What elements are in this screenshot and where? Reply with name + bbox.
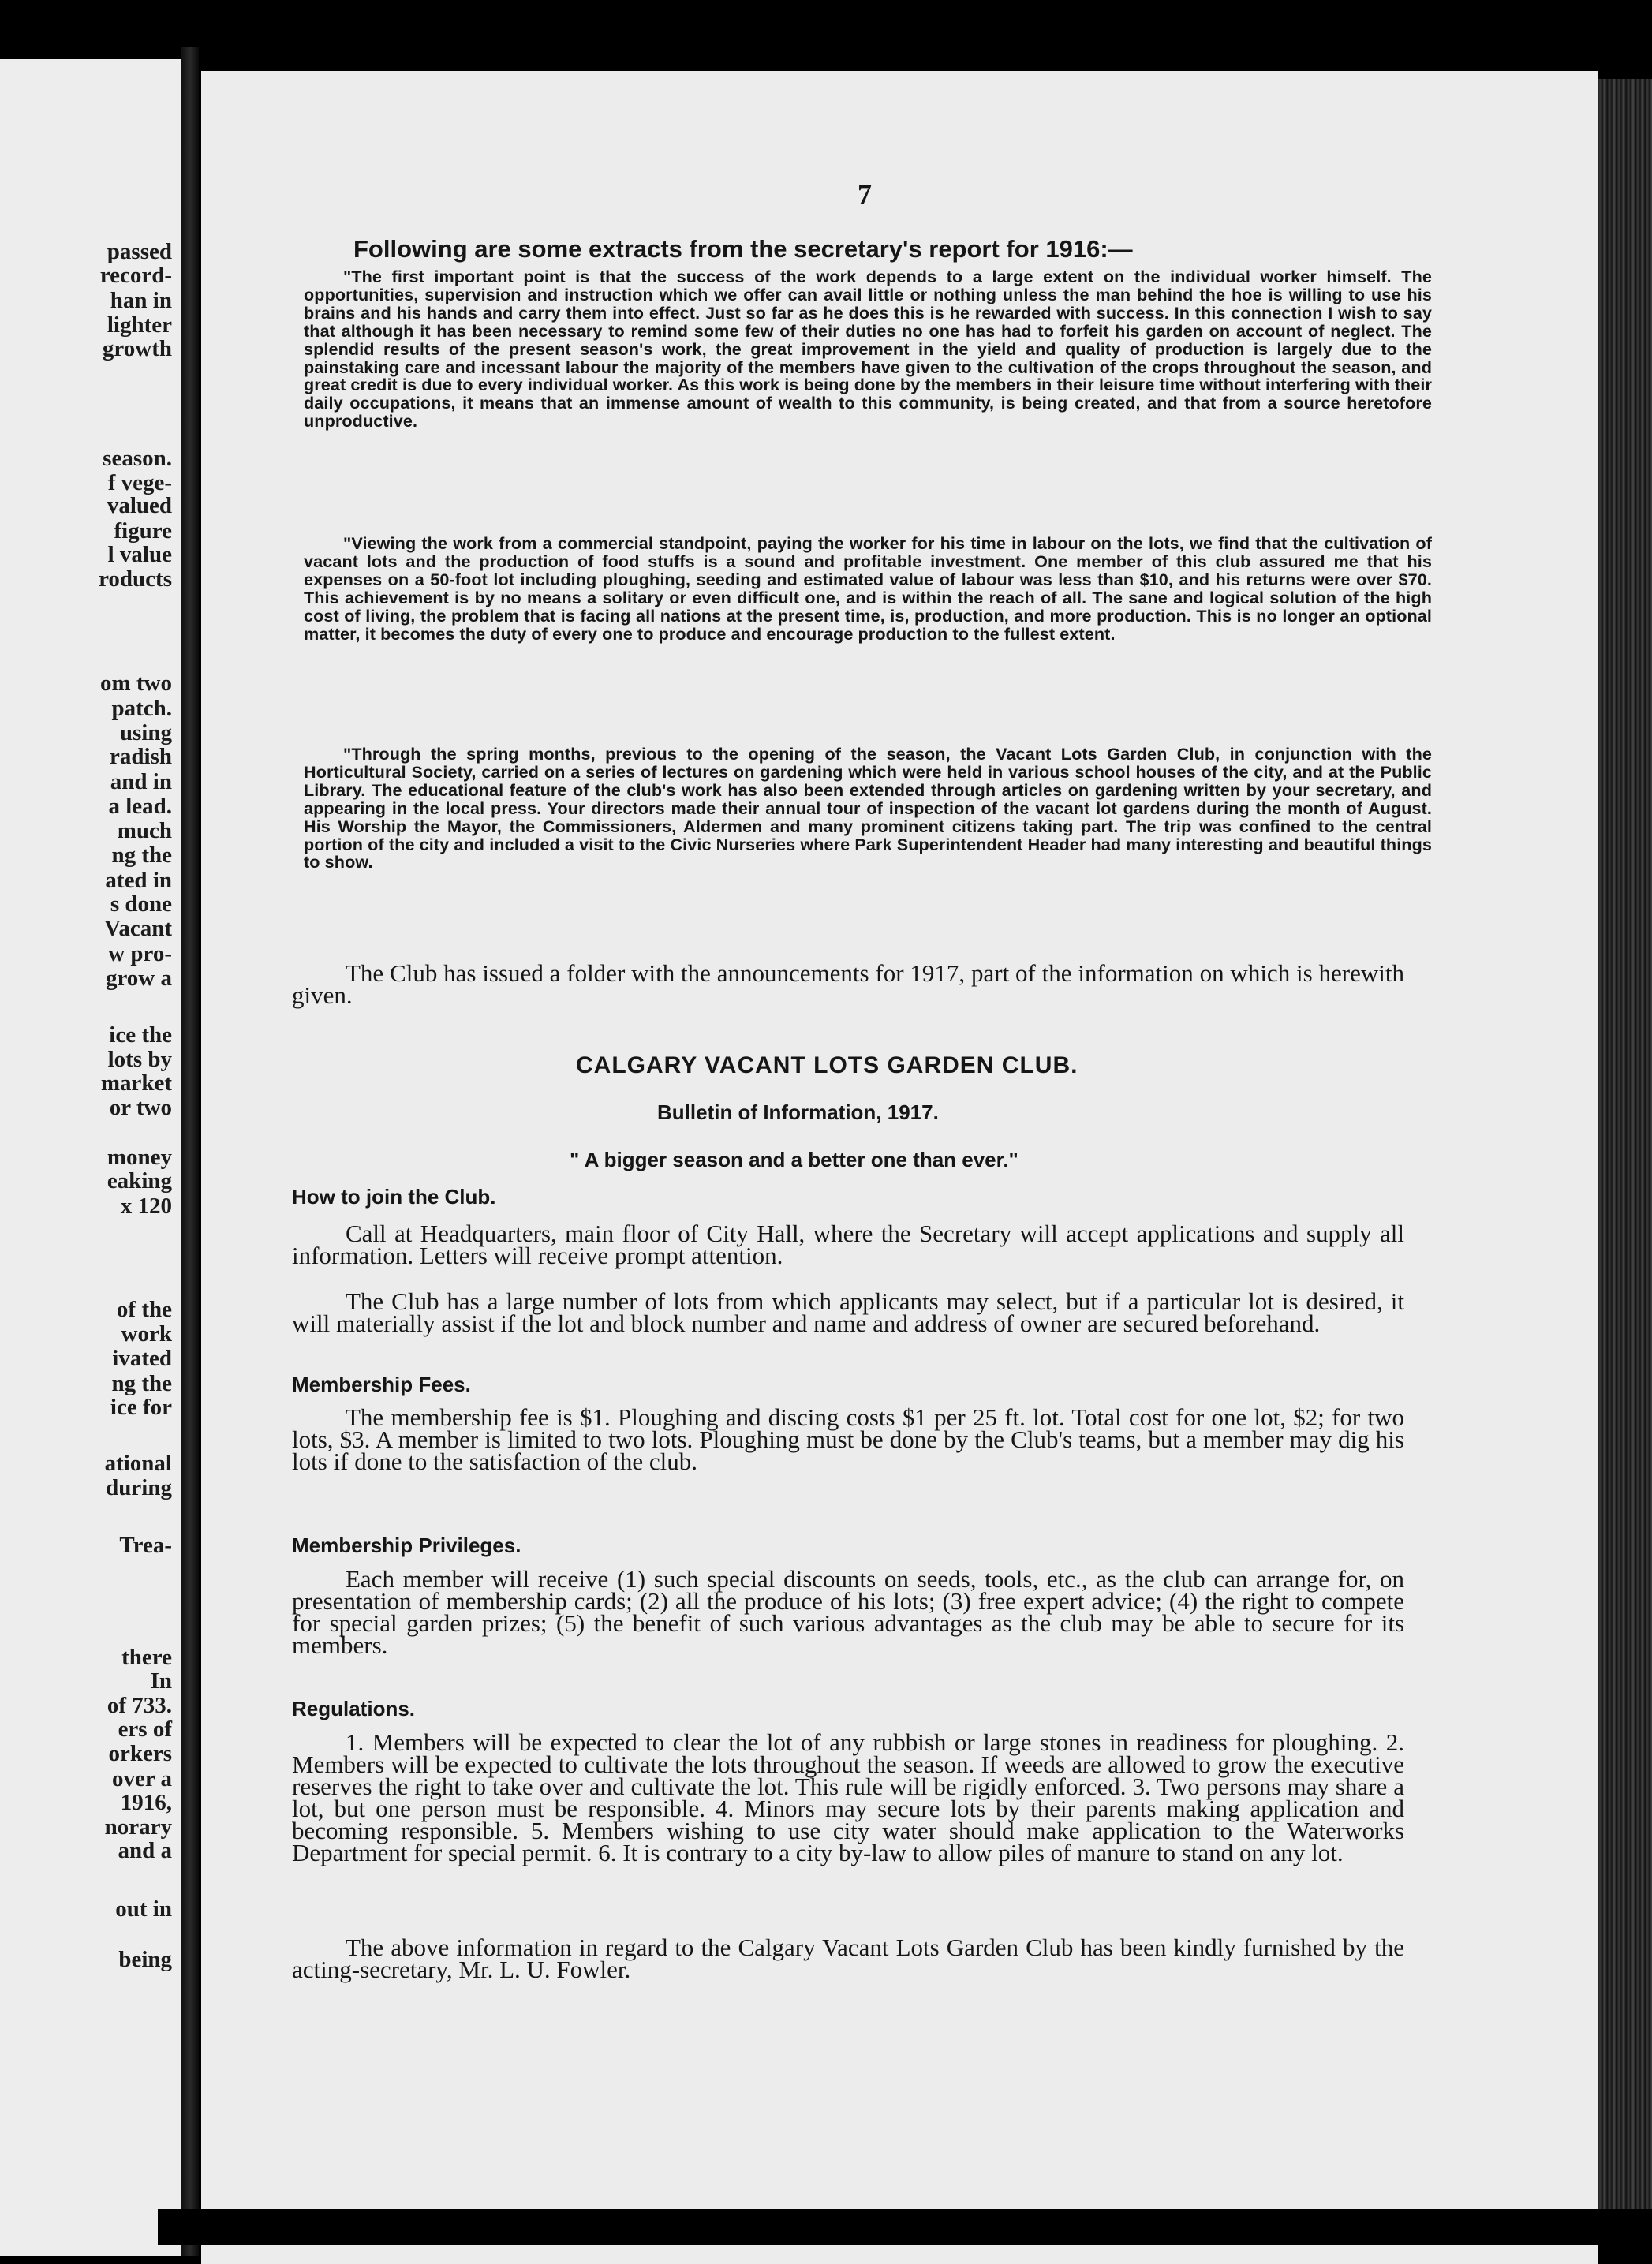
left-page-text-fragment: patch. xyxy=(111,696,172,721)
left-page-text-fragment: money xyxy=(107,1145,172,1170)
left-page-text-fragment: w pro- xyxy=(108,941,172,966)
book-gutter xyxy=(181,47,199,2256)
left-page-text-fragment: norary xyxy=(104,1814,172,1840)
left-page-text-fragment: being xyxy=(118,1947,172,1972)
left-page-text-fragment: over a xyxy=(112,1766,172,1791)
left-page-text-fragment: there xyxy=(121,1645,172,1670)
announcement-paragraph: The Club has issued a folder with the announcements for 1917, part of the information on which is herewith given. xyxy=(292,959,1404,1009)
acknowledgement-paragraph: The above information in regard to the Calgary Vacant Lots Garden Club has been kindly furnished by the acting-secretary, Mr. L. U. Fowler. xyxy=(292,1933,1404,1983)
join-paragraph: Call at Headquarters, main floor of City Hall, where the Secretary will accept applications and supply all information. Letters will receive prompt attention. xyxy=(292,1220,1404,1269)
regulations-paragraph: 1. Members will be expected to clear the lot of any rubbish or large stones in readiness for ploughing. 2. Members will be expected to cultivate the lots throughout the season. If weeds are allowed to grow the executive reserves the right to take over and cultivate the lot. This rule will be rigidly enforced. 3. Two persons may share a lot, but one person must be responsible. 4. Minors may secure lots by their parents making application and becoming responsible. 5. Members wishing to use city water should make application to the Waterworks Department for special permit. 6. It is contrary to a city by-law to allow piles of manure to stand on any lot. xyxy=(292,1728,1404,1866)
left-page-text-fragment: Vacant xyxy=(104,916,172,941)
left-page-text-fragment: radish xyxy=(110,744,172,769)
left-page-text-fragment: grow a xyxy=(105,966,172,991)
left-page-text-fragment: Trea- xyxy=(119,1533,172,1558)
section-heading-privileges: Membership Privileges. xyxy=(292,1534,521,1557)
privileges-paragraph: Each member will receive (1) such special discounts on seeds, tools, etc., as the club can arrange for, on presentation of membership cards; (2) all the produce of his lots; (3) free expert advice; (4) the right to compete for special garden prizes; (5) the benefit of such various advantages as the club may be able to secure for its members. xyxy=(292,1565,1404,1659)
report-intro: Following are some extracts from the secretary's report for 1916:— xyxy=(353,235,1133,263)
left-page-text-fragment: 1916, xyxy=(120,1790,172,1815)
left-page-text-fragment: and a xyxy=(118,1838,172,1863)
page-edges xyxy=(1598,79,1652,2245)
section-heading-fees: Membership Fees. xyxy=(292,1373,471,1396)
left-page-text-fragment: ice for xyxy=(110,1395,172,1420)
left-page-text-fragment: In xyxy=(150,1668,172,1694)
left-page-text-fragment: s done xyxy=(110,891,172,917)
left-page-text-fragment: season. xyxy=(103,446,172,471)
left-page-text-fragment: x 120 xyxy=(120,1194,172,1219)
left-page-text-fragment: lots by xyxy=(107,1047,172,1072)
left-page-text-fragment: f vege- xyxy=(107,470,172,495)
scan-bottom-border xyxy=(158,2209,1652,2245)
motto: " A bigger season and a better one than ever." xyxy=(570,1148,1018,1171)
left-page-text-fragment: record- xyxy=(99,263,172,288)
left-page-text-fragment: passed xyxy=(107,239,172,264)
club-title: CALGARY VACANT LOTS GARDEN CLUB. xyxy=(576,1052,1078,1078)
bulletin-title: Bulletin of Information, 1917. xyxy=(657,1100,939,1124)
left-page-text-fragment: using xyxy=(119,720,172,745)
left-page-text-fragment: ng the xyxy=(111,842,172,868)
left-page-text-fragment: of 733. xyxy=(107,1693,172,1718)
left-page-text-fragment: valued xyxy=(107,493,172,518)
left-page-text-fragment: ated in xyxy=(105,868,172,893)
left-page-text-fragment: market xyxy=(100,1070,172,1096)
left-page-text-fragment: during xyxy=(106,1475,172,1500)
left-page-text-fragment: ng the xyxy=(111,1371,172,1396)
left-page-text-fragment: l value xyxy=(107,542,172,567)
left-page-text-fragment: ational xyxy=(104,1451,172,1476)
left-page-text-fragment: eaking xyxy=(107,1168,172,1194)
left-page-text-fragment: ivated xyxy=(112,1346,172,1371)
left-page-text-fragment: ice the xyxy=(109,1022,172,1048)
fees-paragraph: The membership fee is $1. Ploughing and discing costs $1 per 25 ft. lot. Total cost for one lot, $2; for two lots, $3. A member is limited to two lots. Ploughing must be done by the Club's teams, but a member may dig his lots if done to the satisfaction of the club. xyxy=(292,1403,1404,1475)
left-page-text-fragment: roducts xyxy=(99,566,172,592)
left-page-text-fragment: om two xyxy=(99,671,172,696)
report-paragraph: "Through the spring months, previous to the opening of the season, the Vacant Lots Garden Club, in conjunction with the Horticultural Society, carried on a series of lectures on gardening which were held in various school houses of the city, and at the Public Library. The educational feature of the club's work has also been extended through articles on gardening written by your secretary, and appearing in the local press. Your directors made their annual tour of inspection of the vacant lot gardens during the month of August. His Worship the Mayor, the Commissioners, Aldermen and many prominent citizens taking part. The trip was confined to the central portion of the city and included a visit to the Civic Nurseries where Park Superintendent Header had many interesting and beautiful things to show. xyxy=(304,744,1432,872)
left-page-text-fragment: han in xyxy=(110,288,172,313)
page-number: 7 xyxy=(858,178,872,210)
join-paragraph: The Club has a large number of lots from which applicants may select, but if a particular lot is desired, it will materially assist if the lot and block number and name and address of owner are secured beforehand. xyxy=(292,1287,1404,1337)
left-page-text-fragment: or two xyxy=(109,1095,172,1120)
left-page-text-fragment: and in xyxy=(110,769,172,794)
left-page-text-fragment: orkers xyxy=(108,1741,172,1766)
report-paragraph: "The first important point is that the success of the work depends to a large extent on the individual worker himself. The opportunities, supervision and instruction which we offer can avail little or nothing unless the man behind the hoe is willing to use his brains and his hands and carry them into effect. Just so far as he does this is he rewarded with success. In this connection I wish to say that although it has been necessary to remind some few of their duties no one has had to forfeit his garden on account of neglect. The splendid results of the present season's work, the great improvement in the yield and quality of production is largely due to the painstaking care and incessant labour the majority of the members have given to the cultivation of the crops throughout the season, and great credit is due to every individual worker. As this work is being done by the members in their leisure time without interfering with their daily occupations, it means that an immense amount of wealth to this community, is being created, and that from a source heretofore unproductive. xyxy=(304,267,1432,432)
left-page-text-fragment: out in xyxy=(115,1896,172,1922)
left-page-fragment xyxy=(0,59,183,2256)
left-page-text-fragment: much xyxy=(117,818,172,843)
left-page-text-fragment: growth xyxy=(102,336,172,361)
left-page-text-fragment: lighter xyxy=(107,312,172,338)
left-page-text-fragment: of the xyxy=(116,1297,172,1322)
left-page-text-fragment: work xyxy=(121,1321,172,1347)
report-paragraph: "Viewing the work from a commercial standpoint, paying the worker for his time in labour on the lots, we find that the cultivation of vacant lots and the production of food stuffs is a sound and profitable investment. One member of this club assured me that his expenses on a 50-foot lot including ploughing, seeding and estimated value of labour was less than $10, and his returns were over $70. This achievement is by no means a solitary or even difficult one, and is within the reach of all. The sane and logical solution of the high cost of living, the problem that is facing all nations at the present time, is, production, and more production. This is no longer an optional matter, it becomes the duty of every one to produce and encourage production to the fullest extent. xyxy=(304,533,1432,644)
left-page-text-fragment: figure xyxy=(114,518,172,544)
left-page-text-fragment: ers of xyxy=(118,1717,172,1742)
section-heading-join: How to join the Club. xyxy=(292,1185,496,1209)
section-heading-regulations: Regulations. xyxy=(292,1697,416,1720)
left-page-text-fragment: a lead. xyxy=(108,794,172,819)
